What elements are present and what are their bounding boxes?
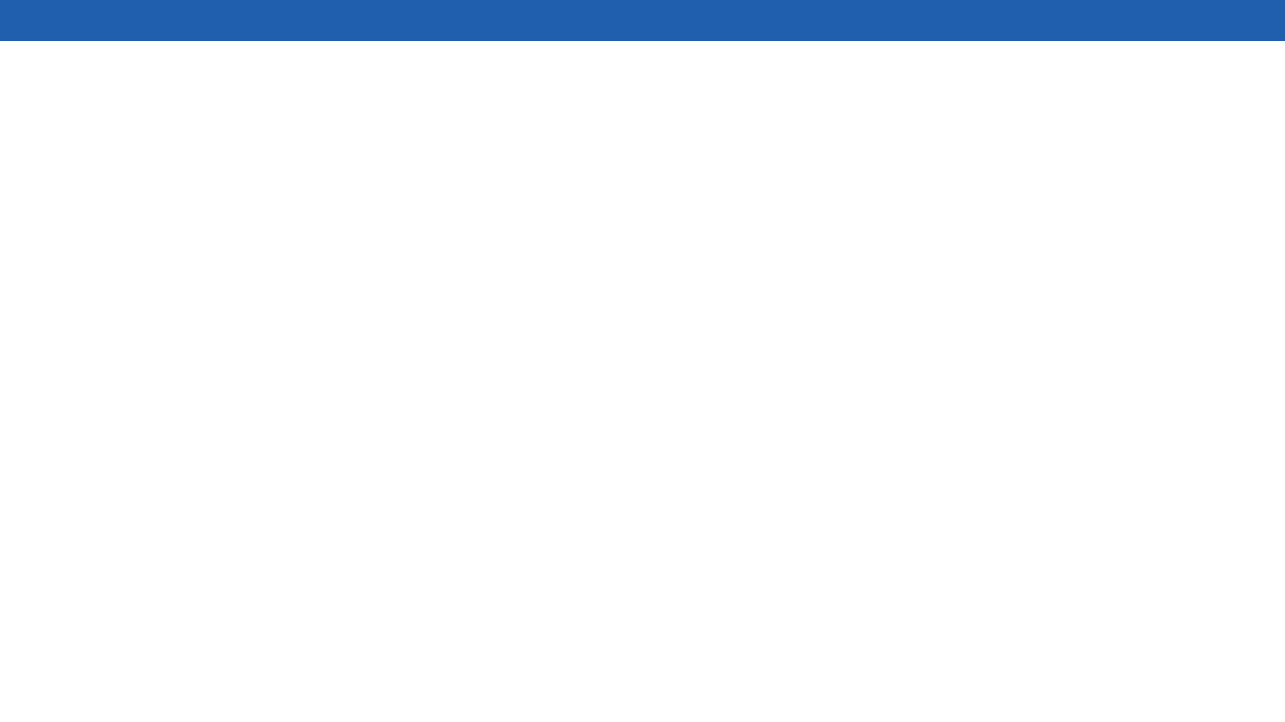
page-title: [0, 0, 1285, 41]
